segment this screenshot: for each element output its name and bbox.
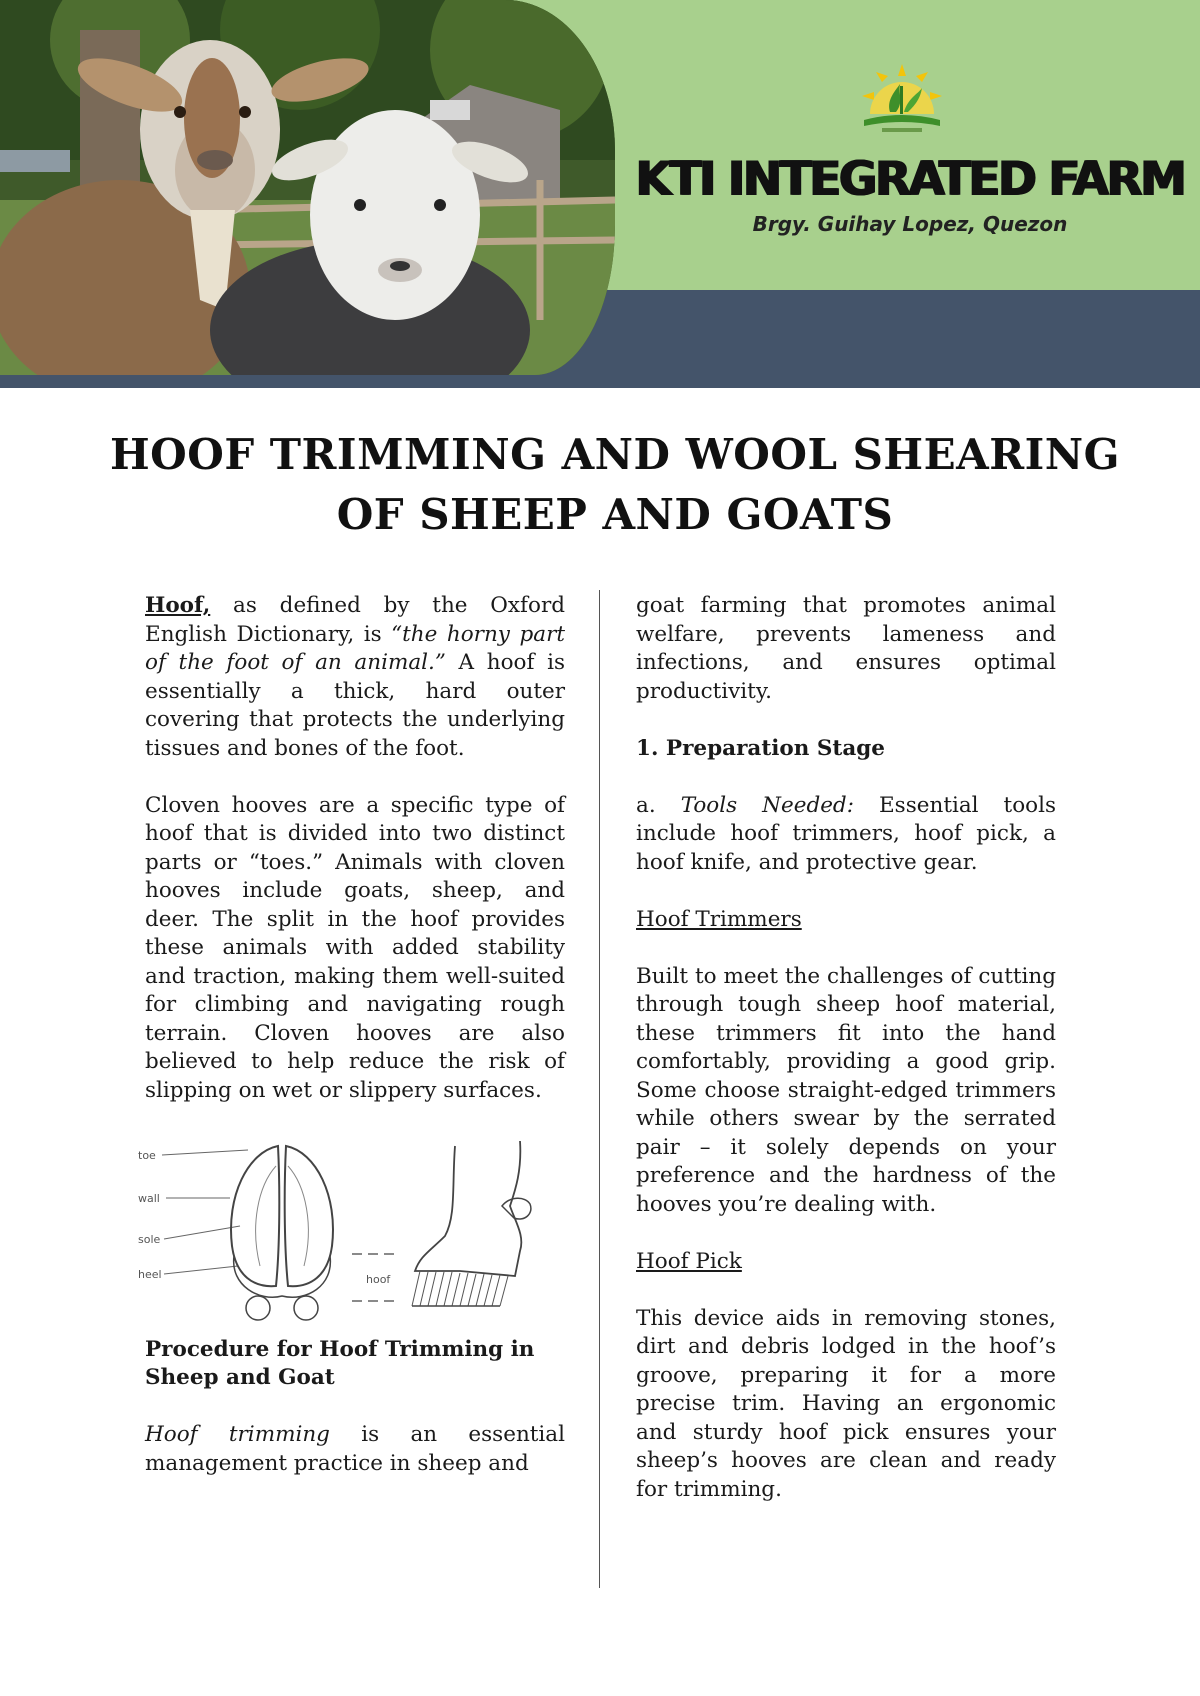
- dictionary-quote: “the horny part of the foot of an animal.”: [145, 621, 565, 675]
- title-line-2: OF SHEEP AND GOATS: [336, 490, 894, 539]
- farm-logo: [852, 62, 952, 142]
- tools-needed-label: Tools Needed:: [680, 792, 854, 818]
- procedure-heading: Procedure for Hoof Trimming in Sheep and Goat: [145, 1336, 535, 1390]
- cloven-hooves-paragraph: Cloven hooves are a specific type of hoof that is divided into two distinct parts or “toes.” Animals with cloven hooves include goats, sheep, and deer. The split in the hoof provides these animals with added stability and traction, making them well-suited for climbing and navigating rough terrain. Cloven hooves are also believed to help reduce the risk of slipping on wet or slippery surfaces.: [145, 792, 565, 1103]
- right-column: [636, 592, 1056, 1533]
- hoof-trimming-continued: goat farming that promotes animal welfare, prevents lameness and infections, and ensures optimal productivity.: [636, 593, 1056, 704]
- hoof-trimmers-heading: Hoof Trimmers: [636, 906, 802, 932]
- hoof-trimming-intro: [145, 1421, 565, 1478]
- hoof-pick-heading: Hoof Pick: [636, 1248, 742, 1274]
- hoof-pick-paragraph: This device aids in removing stones, dirt and debris lodged in the hoof’s groove, preparing it for a more precise trim. Having an ergonomic and sturdy hoof pick ensures your sheep’s hooves are clean and ready for trimming.: [636, 1305, 1056, 1502]
- tools-prefix: a.: [636, 792, 681, 818]
- hoof-term: Hoof,: [145, 593, 211, 618]
- label-hoof: hoof: [366, 1272, 391, 1286]
- page-header: [0, 0, 1200, 390]
- hoof-trimmers-paragraph: Built to meet the challenges of cutting through tough sheep hoof material, these trimmers fit into the hand comfortably, providing a good grip. Some choose straight-edged trimmers while others swear by the serrated pair – it solely depends on your preference and the hardness of the hooves you’re dealing with.: [636, 963, 1056, 1217]
- column-divider: [599, 590, 600, 1588]
- hoof-trimming-intro-rest: is an essential management practice in sheep and: [145, 1422, 565, 1476]
- hoof-anatomy-diagram: [130, 1126, 570, 1326]
- tools-needed-paragraph: [636, 792, 1056, 878]
- definition-rest: A hoof is essentially a thick, hard outer covering that protects the underlying tissues and bones of the foot.: [145, 650, 565, 761]
- farm-address: Brgy. Guihay Lopez, Quezon: [752, 212, 1068, 236]
- label-sole: sole: [138, 1232, 161, 1246]
- hoof-trimming-term: Hoof trimming: [145, 1422, 330, 1447]
- farm-name: KTI INTEGRATED FARM: [635, 152, 1185, 207]
- hoof-definition-paragraph: [145, 592, 565, 763]
- goat-and-sheep-photo: [0, 0, 615, 375]
- tools-needed-text: Essential tools include hoof trimmers, hoof pick, a hoof knife, and protective gear.: [636, 792, 1056, 875]
- left-column: [138, 592, 565, 1507]
- definition-intro: as defined by the Oxford English Dictionary, is: [145, 593, 565, 647]
- document-title: [60, 425, 1170, 545]
- label-heel: heel: [138, 1267, 162, 1281]
- preparation-stage-heading: 1. Preparation Stage: [636, 735, 885, 761]
- title-line-1: HOOF TRIMMING AND WOOL SHEARING: [109, 430, 1121, 479]
- label-wall: wall: [138, 1191, 160, 1205]
- label-toe: toe: [138, 1148, 156, 1162]
